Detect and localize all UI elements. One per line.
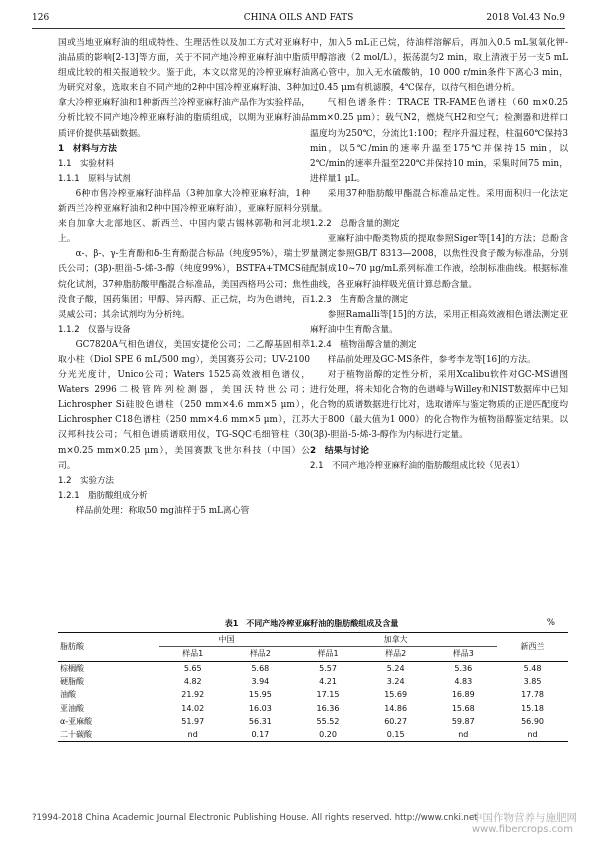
samples-paragraph: 6种市售冷榨亚麻籽油样品（3种加拿大冷榨亚麻籽油，1种新西兰冷榨亚麻籽油和2种中国冷榨亚麻籽油），亚麻籽原料分别来自加拿大北部地区、新西兰、中国内蒙古锡林郭勒和河北坝上。	[58, 188, 310, 245]
sterol-analysis-paragraph: 对于植物甾醇的定性分析，采用Xcalibu软件对GC-MS谱图进行处理，将未知化合物的色谱峰与Willey和NIST数据库中已知化合物的质谱数据进行比对，选取谱库与鉴定物质的正逆匹配度均大于800（最大值为1 000）的化合物作为植物甾醇鉴定结果。以(3β)-胆甾-5-烯-3-醇作为内标进行定量。	[310, 370, 568, 441]
gc-conditions-paragraph: 气相色谱条件：TRACE TR-FAME色谱柱（60 m×0.25 mm×0.25 μm）；载气N2，燃烧气H2和空气；检测器和进样口温度均为250℃，分流比1:100；程序升温过程，柱温60℃保持3 min，以5℃/min的速率升温至175℃并保持15 min，以2℃/min的速率升温至220℃并保持10 min，采集时间75 min，进样量1 μL。	[310, 98, 568, 184]
table-cell: 17.15	[316, 690, 340, 700]
china-group-header: 中国	[159, 633, 294, 647]
table-cell: 21.92	[181, 690, 205, 700]
subheader-canada-sample-2: 样品2	[385, 649, 407, 659]
fatty-acid-name: 棕榈酸	[58, 661, 159, 675]
table-cell: 16.03	[248, 703, 272, 713]
table-cell: 3.24	[386, 677, 405, 687]
table-cell: nd	[497, 728, 568, 742]
table-cell: 5.48	[497, 661, 568, 675]
table-cell: nd	[159, 728, 227, 742]
left-column	[58, 36, 310, 519]
section-heading-1: 1 材料与方法	[58, 143, 117, 154]
sterol-paragraph: 样品前处理及GC-MS条件，参考李龙等[16]的方法。	[327, 354, 536, 365]
table-body	[58, 661, 568, 742]
section-heading-1-2-3: 1.2.3 生育酚含量的测定	[310, 294, 409, 305]
table-cell: 5.68	[227, 661, 295, 675]
section-heading-1-2-4: 1.2.4 植物甾醇含量的测定	[310, 339, 417, 350]
table-cell: 55.52	[316, 716, 340, 726]
table-cell: 4.82	[183, 677, 202, 687]
table-cell: 3.85	[523, 677, 542, 687]
table-caption: 表1 不同产地冷榨亚麻籽油的脂肪酸组成及含量	[224, 619, 399, 628]
table-cell: 5.36	[429, 661, 497, 675]
subheader-canada-sample-1: 样品1	[317, 649, 339, 659]
table-cell: 5.57	[294, 661, 362, 675]
section-heading-1-1-1: 1.1.1 原料与试剂	[58, 173, 131, 184]
table-cell: 15.68	[451, 703, 475, 713]
table-cell: nd	[429, 728, 497, 742]
section-heading-1-1: 1.1 实验材料	[58, 158, 115, 169]
pretreatment-paragraph: 样品前处理：称取50 mg油样于5 mL离心管	[75, 505, 250, 516]
table-cell: 0.17	[227, 728, 295, 742]
fatty-acid-name: α-亚麻酸	[60, 716, 93, 726]
section-heading-1-2-1: 1.2.1 脂肪酸组成分析	[58, 490, 148, 501]
header-rule	[32, 28, 565, 29]
table-cell: 0.20	[294, 728, 362, 742]
table-cell: 4.83	[454, 677, 473, 687]
subheader-china-sample-2: 样品2	[249, 649, 271, 659]
table-row	[58, 661, 568, 675]
volume-info: 2018 Vol.43 No.9	[486, 13, 565, 23]
running-header	[32, 13, 565, 27]
canada-group-header: 加拿大	[294, 633, 497, 647]
table-row	[58, 701, 568, 714]
section-heading-1-1-2: 1.1.2 仪器与设备	[58, 324, 131, 335]
fatty-acid-name: 油酸	[60, 690, 76, 700]
table-row	[58, 728, 568, 742]
intro-paragraph: 国或当地亚麻籽油的组成特性、生理活性以及加工方式对亚麻籽油品质的影响[2-13]等方面，关于不同产地冷榨亚麻籽油中脂质组成比较的相关报道较少。鉴于此，本文以常见的冷榨亚麻籽油为研究对象，选取来自不同产地的2种中国冷榨亚麻籽油、3种加拿大冷榨亚麻籽油和1种新西兰冷榨亚麻籽油产品作为实验样品，分析比较不同产地冷榨亚麻籽油的脂质组成，以期为亚麻籽油品质评价提供基础数据。	[58, 38, 310, 139]
fatty-acid-table	[58, 632, 568, 742]
subheader-china-sample-1: 样品1	[182, 649, 204, 659]
table-cell: 15.69	[384, 690, 408, 700]
copyright-footer: ?1994-2018 China Academic Journal Electronic Publishing House. All rights reserved. http://www.cnki.net	[32, 813, 478, 823]
fatty-acid-column-header: 脂肪酸	[58, 633, 159, 662]
tocopherol-paragraph: 参照Ramalli等[15]的方法，采用正相高效液相色谱法测定亚麻籽油中生育酚含量。	[310, 309, 568, 335]
site-watermark-url: www.fibercrops.com	[471, 824, 573, 835]
table-group-header-row	[58, 633, 568, 647]
table-cell: 16.36	[316, 703, 340, 713]
table-cell: 16.89	[451, 690, 475, 700]
pretreatment-continued: 中，加入5 mL正己烷，待油样溶解后，再加入0.5 mL氢氧化钾-甲醇溶液（2 mol/L），振荡混匀2 min，取上清液于另一支5 mL离心管中，加入无水硫酸钠，10 000 r/min条件下离心3 min，过0.45 μm有机滤膜，4℃保存，以待气相色谱分析。	[310, 38, 568, 94]
table-row	[58, 688, 568, 701]
table-unit: %	[546, 618, 555, 628]
table-row	[58, 715, 568, 728]
section-heading-1-2: 1.2 实验方法	[58, 475, 115, 486]
section-heading-2-1: 2.1 不同产地冷榨亚麻籽油的脂肪酸组成比较（见表1）	[310, 460, 525, 471]
right-column	[310, 36, 568, 474]
newzealand-group-header: 新西兰	[497, 633, 568, 662]
subheader-canada-sample-3: 样品3	[452, 649, 474, 659]
table-cell: 17.78	[521, 690, 544, 700]
table-cell: 14.02	[181, 703, 205, 713]
table-cell: 14.86	[384, 703, 408, 713]
table-cell: 5.24	[362, 661, 430, 675]
table-cell: 15.95	[248, 690, 272, 700]
table-cell: 5.65	[159, 661, 227, 675]
table-cell: 3.94	[251, 677, 270, 687]
page-number: 126	[32, 13, 50, 23]
section-heading-2: 2 结果与讨论	[310, 445, 369, 456]
table-cell: 56.90	[521, 716, 544, 726]
section-heading-1-2-2: 1.2.2 总酚含量的测定	[310, 219, 400, 230]
table-cell: 0.15	[362, 728, 430, 742]
instruments-paragraph: GC7820A气相色谱仪，美国安捷伦公司；二乙醇基固相萃取小柱（Diol SPE 6 mL/500 mg），美国赛芬公司；UV-2100分光光度计，Unico公司；Waters 1525高效液相色谱仪，Waters 2996二极管阵列检测器，美国沃特世公司；Lichrospher Si硅胶色谱柱（250 mm×4.6 mm×5 μm），Lichrospher C18色谱柱（250 mm×4.6 mm×5 μm），江苏汉邦科技公司；气相色谱质谱联用仪，TG-SQC毛细管柱（30 m×0.25 mm×0.25 μm），美国赛默飞世尔科技（中国）公司。	[58, 339, 310, 471]
fatty-acid-name: 二十碳酸	[58, 728, 159, 742]
table-cell: 60.27	[384, 716, 408, 726]
table-cell: 56.31	[248, 716, 272, 726]
table-cell: 15.18	[521, 703, 544, 713]
quantification-paragraph: 采用37种脂肪酸甲酯混合标准品定性。采用面积归一化法定量。	[310, 188, 568, 215]
fatty-acid-name: 硬脂酸	[60, 677, 84, 687]
site-watermark: 中国作物营养与施肥网	[472, 812, 577, 824]
table-cell: 59.87	[451, 716, 475, 726]
fatty-acid-name: 亚油酸	[60, 703, 84, 713]
table-row	[58, 675, 568, 688]
journal-title: CHINA OILS AND FATS	[243, 13, 354, 23]
table-cell: 4.21	[319, 677, 337, 687]
table-cell: 51.97	[181, 716, 205, 726]
reagents-paragraph: α-、β-、γ-生育酚和δ-生育酚混合标品（纯度95%），瑞士罗氏公司；(3β)-胆甾-5-烯-3-醇（纯度99%），BSTFA+TMCS硅烷化试剂，37种脂肪酸甲酯混合标准品，美国西格玛公司；焦性没食子酸，国药集团；甲醇、异丙醇、正己烷，均为色谱纯，百灵威公司；其余试剂均为分析纯。	[58, 249, 310, 320]
phenol-paragraph: 亚麻籽油中酚类物质的提取参照Siger等[14]的方法；总酚含量测定参照GB/T 8313—2008，以焦性没食子酸为标准品，分别配制成10~70 μg/mL系列标准工作液，绘制标准曲线。根据标准曲线，各亚麻籽油样吸光值计算总酚含量。	[310, 234, 568, 290]
